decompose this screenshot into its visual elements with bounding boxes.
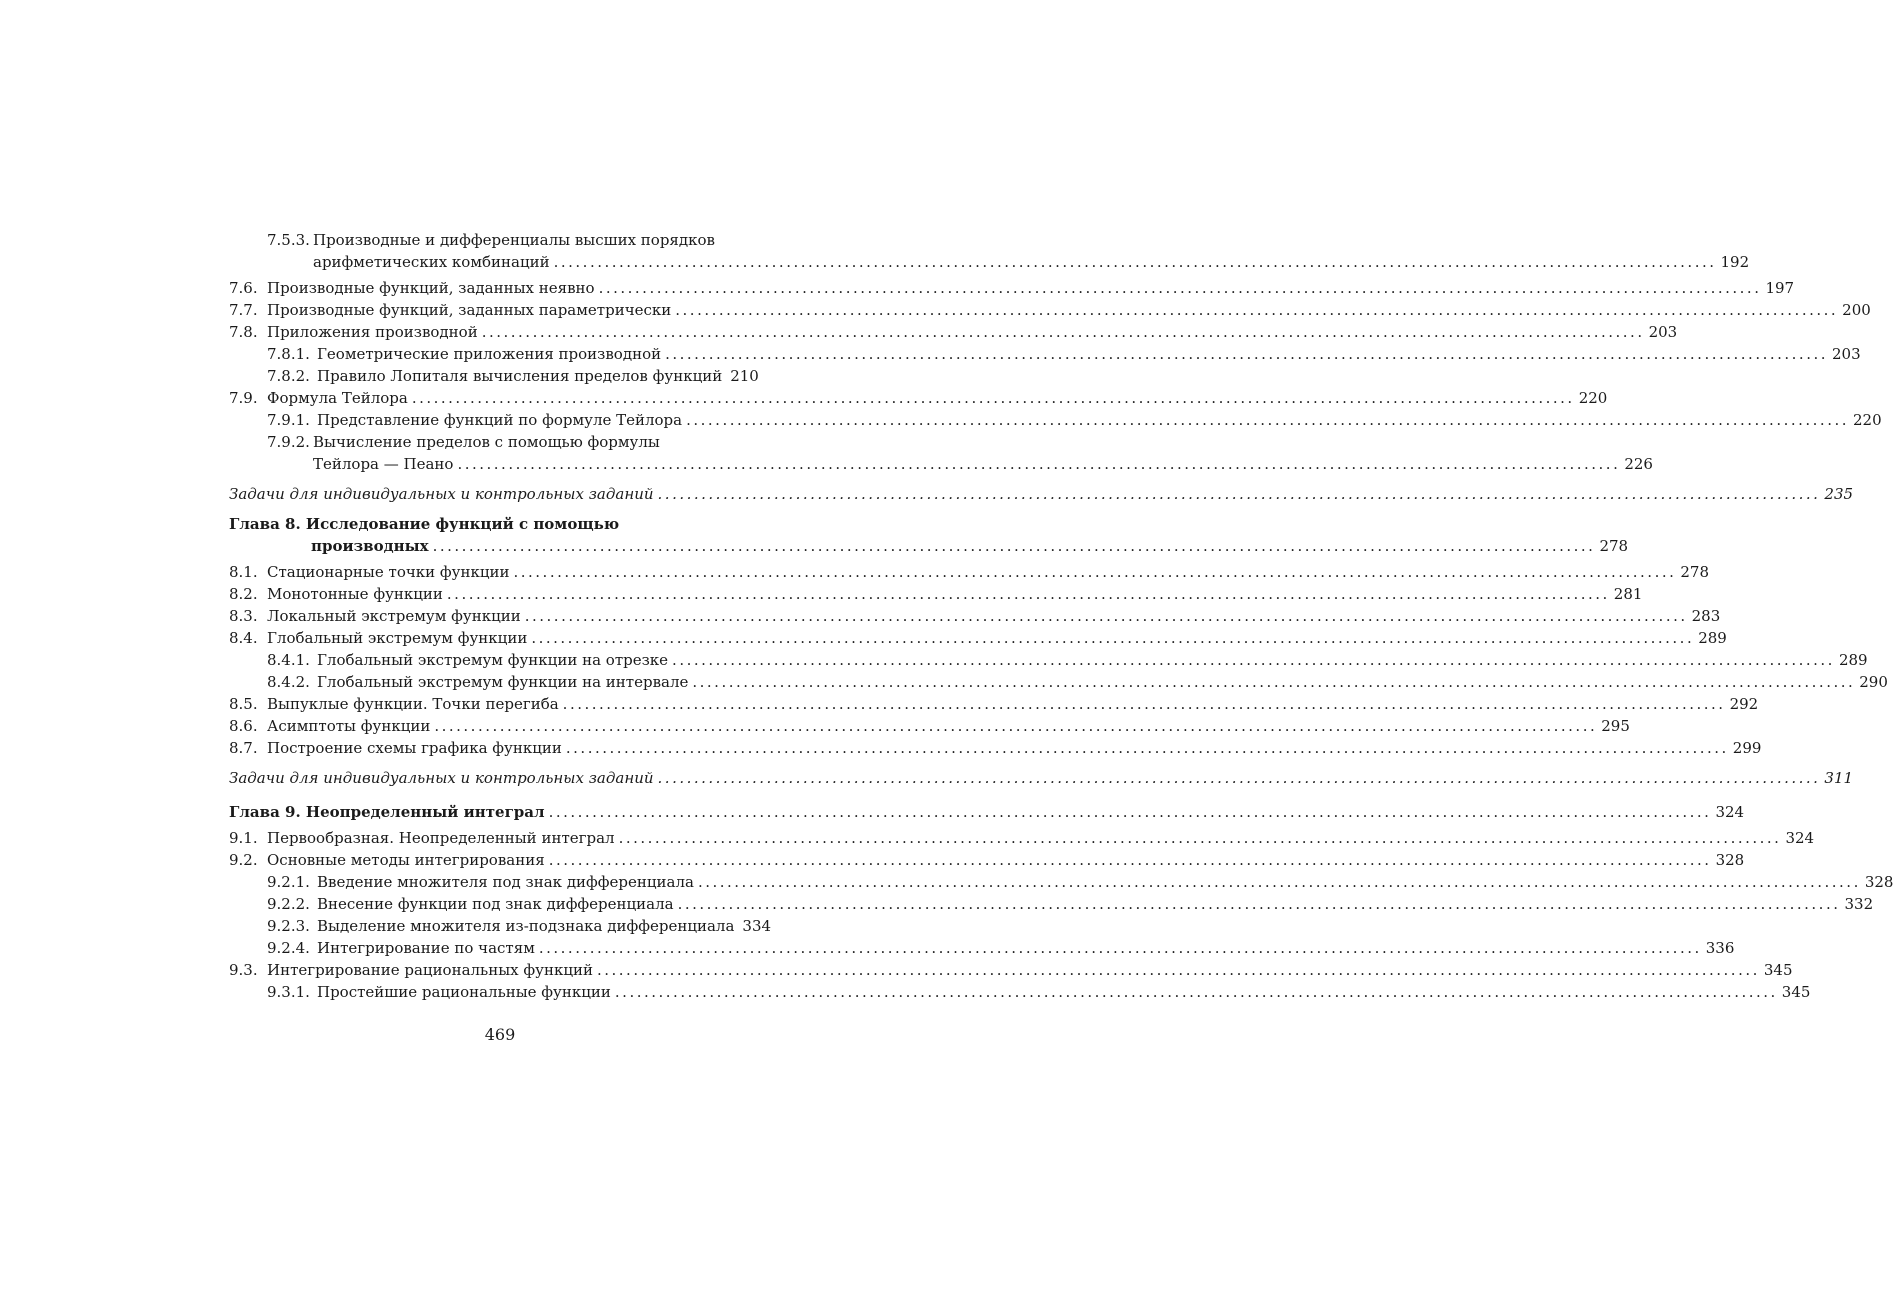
entry-title: Интегрирование рациональных функций [267, 961, 593, 979]
page-ref: 292 [1729, 695, 1759, 713]
table-of-contents [229, 229, 1893, 1003]
dot-leader: ................................................................................................................................................................ [686, 411, 1849, 429]
entry-title: Первообразная. Неопределенный интеграл [267, 829, 615, 847]
dot-leader: ................................................................................................................................................................ [565, 739, 1729, 757]
entry-title: Представление функций по формуле Тейлора [317, 411, 683, 429]
entry-title: Задачи для индивидуальных и контрольных заданий [229, 485, 654, 503]
section-number: 8.2. [229, 585, 258, 603]
page-ref: 328 [1715, 851, 1745, 869]
section-number: 8.4.2. [267, 673, 310, 691]
toc-entry-7-9[interactable] [229, 387, 1608, 409]
section-number: 7.8.1. [267, 345, 310, 363]
page-ref: 281 [1613, 585, 1643, 603]
page-ref: 345 [1763, 961, 1793, 979]
page-ref: 299 [1732, 739, 1762, 757]
page-ref: 203 [1832, 345, 1861, 363]
section-number: 9.2.2. [267, 895, 310, 913]
entry-title: Стационарные точки функции [267, 563, 510, 581]
page-ref: 289 [1698, 629, 1727, 647]
section-number: 7.9. [229, 389, 258, 407]
entry-title: Геометрические приложения производной [317, 345, 662, 363]
chapter-title: производных [311, 537, 429, 555]
entry-title: Монотонные функции [267, 585, 443, 603]
toc-entry-7-6[interactable] [229, 277, 1795, 299]
entry-title: Выделение множителя из-подзнака дифференциала [317, 917, 735, 935]
section-number: 7.9.2. [267, 433, 310, 451]
section-number: 9.2.1. [267, 873, 310, 891]
toc-entry-8-4-2[interactable] [229, 671, 1888, 693]
entry-title: Асимптоты функции [267, 717, 431, 735]
page-ref: 220 [1578, 389, 1608, 407]
toc-entry-tasks-7[interactable] [229, 483, 1854, 505]
section-number: 9.1. [229, 829, 258, 847]
toc-entry-7-9-2-cont[interactable] [229, 453, 1653, 475]
page-ref: 192 [1720, 253, 1750, 271]
dot-leader: ................................................................................................................................................................ [538, 939, 1702, 957]
page-number: 469 [484, 1025, 516, 1044]
toc-entry-tasks-8[interactable] [229, 767, 1854, 789]
page-ref: 220 [1853, 411, 1882, 429]
page-ref: 200 [1842, 301, 1871, 319]
toc-entry-8-4[interactable] [229, 627, 1727, 649]
dot-leader: ................................................................................................................................................................ [432, 537, 1596, 555]
page-ref: 203 [1648, 323, 1678, 341]
dot-leader: ................................................................................................................................................................ [513, 563, 1677, 581]
toc-entry-7-5-3[interactable] [229, 229, 752, 251]
page-ref: 235 [1824, 485, 1854, 503]
entry-title: Локальный экстремум функции [267, 607, 521, 625]
dot-leader: ................................................................................................................................................................ [531, 629, 1695, 647]
chapter-title: Глава 8. Исследование функций с помощью [229, 515, 620, 533]
entry-title: Тейлора — Пеано [313, 455, 454, 473]
entry-title: Выпуклые функции. Точки перегиба [267, 695, 559, 713]
dot-leader: ................................................................................................................................................................ [562, 695, 1726, 713]
entry-title: Глобальный экстремум функции на интервале [317, 673, 689, 691]
dot-leader: ................................................................................................................................................................ [657, 769, 1821, 787]
toc-chapter-8[interactable] [229, 513, 752, 535]
dot-leader: ................................................................................................................................................................ [446, 585, 1610, 603]
dot-leader: ................................................................................................................................................................ [697, 873, 1861, 891]
dot-leader: ................................................................................................................................................................ [457, 455, 1621, 473]
section-number: 7.8.2. [267, 367, 310, 385]
section-number: 7.9.1. [267, 411, 310, 429]
page-ref: 324 [1785, 829, 1815, 847]
toc-entry-8-7[interactable] [229, 737, 1762, 759]
dot-leader: ................................................................................................................................................................ [548, 803, 1712, 821]
section-number: 8.5. [229, 695, 258, 713]
dot-leader: ................................................................................................................................................................ [618, 829, 1782, 847]
dot-leader: ................................................................................................................................................................ [598, 279, 1762, 297]
page-ref: 328 [1864, 873, 1893, 891]
dot-leader: ................................................................................................................................................................ [548, 851, 1712, 869]
toc-entry-8-6[interactable] [229, 715, 1630, 737]
chapter-title: Глава 9. Неопределенный интеграл [229, 803, 545, 821]
page-ref: 336 [1705, 939, 1735, 957]
page-ref: 295 [1601, 717, 1630, 735]
page-ref: 311 [1824, 769, 1854, 787]
page-ref: 290 [1859, 673, 1888, 691]
entry-title: Вычисление пределов с помощью формулы [313, 433, 660, 451]
entry-title: Введение множителя под знак дифференциала [317, 873, 694, 891]
toc-entry-7-8-2[interactable] [229, 365, 759, 387]
toc-chapter-8-cont[interactable] [229, 535, 1629, 557]
toc-entry-7-5-3-cont[interactable] [229, 251, 1750, 273]
entry-title: Приложения производной [267, 323, 478, 341]
toc-entry-9-2[interactable] [229, 849, 1745, 871]
toc-entry-7-9-1[interactable] [229, 409, 1882, 431]
page-ref: 197 [1765, 279, 1795, 297]
toc-entry-8-1[interactable] [229, 561, 1710, 583]
toc-entry-7-8-1[interactable] [229, 343, 1861, 365]
entry-title: Производные функций, заданных неявно [267, 279, 595, 297]
entry-title: Правило Лопиталя вычисления пределов функций [317, 367, 723, 385]
dot-leader: ................................................................................................................................................................ [434, 717, 1598, 735]
toc-entry-7-8[interactable] [229, 321, 1678, 343]
dot-leader: ................................................................................................................................................................ [553, 253, 1717, 271]
entry-title: Построение схемы графика функции [267, 739, 562, 757]
toc-entry-8-5[interactable] [229, 693, 1759, 715]
toc-chapter-9[interactable] [229, 801, 1745, 823]
page-ref: 334 [742, 917, 772, 935]
dot-leader: ................................................................................................................................................................ [692, 673, 1856, 691]
dot-leader: ................................................................................................................................................................ [672, 651, 1835, 669]
toc-entry-9-3[interactable] [229, 959, 1793, 981]
entry-title: Глобальный экстремум функции на отрезке [317, 651, 669, 669]
toc-entry-9-2-4[interactable] [229, 937, 1735, 959]
section-number: 9.2.3. [267, 917, 310, 935]
section-number: 8.4. [229, 629, 258, 647]
dot-leader: ................................................................................................................................................................ [614, 983, 1778, 1001]
entry-title: Простейшие рациональные функции [317, 983, 611, 1001]
page-ref: 278 [1599, 537, 1629, 555]
toc-entry-7-7[interactable] [229, 299, 1871, 321]
toc-entry-9-3-1[interactable] [229, 981, 1811, 1003]
section-number: 9.3.1. [267, 983, 310, 1001]
section-number: 9.2.4. [267, 939, 310, 957]
dot-leader: ................................................................................................................................................................ [657, 485, 1821, 503]
toc-entry-8-3[interactable] [229, 605, 1721, 627]
section-number: 8.3. [229, 607, 258, 625]
section-number: 8.6. [229, 717, 258, 735]
section-number: 8.4.1. [267, 651, 310, 669]
entry-title: Интегрирование по частям [317, 939, 535, 957]
entry-title: Производные функций, заданных параметрически [267, 301, 672, 319]
toc-entry-7-9-2[interactable] [229, 431, 752, 453]
toc-entry-8-4-1[interactable] [229, 649, 1868, 671]
section-number: 8.7. [229, 739, 258, 757]
toc-entry-9-2-2[interactable] [229, 893, 1874, 915]
section-number: 9.3. [229, 961, 258, 979]
section-number: 8.1. [229, 563, 258, 581]
page-ref: 210 [730, 367, 759, 385]
section-number: 9.2. [229, 851, 258, 869]
entry-title: Производные и дифференциалы высших порядков [313, 231, 715, 249]
section-number: 7.8. [229, 323, 258, 341]
page-ref: 278 [1680, 563, 1710, 581]
toc-entry-9-2-1[interactable] [229, 871, 1893, 893]
section-number: 7.6. [229, 279, 258, 297]
section-number: 7.7. [229, 301, 258, 319]
dot-leader: ................................................................................................................................................................ [481, 323, 1645, 341]
toc-entry-8-2[interactable] [229, 583, 1643, 605]
page-ref: 283 [1691, 607, 1721, 625]
entry-title: арифметических комбинаций [313, 253, 550, 271]
toc-entry-9-2-3[interactable] [229, 915, 772, 937]
dot-leader: ................................................................................................................................................................ [665, 345, 1828, 363]
entry-title: Глобальный экстремум функции [267, 629, 528, 647]
dot-leader: ................................................................................................................................................................ [524, 607, 1688, 625]
section-number: 7.5.3. [267, 231, 310, 249]
page-ref: 332 [1844, 895, 1874, 913]
dot-leader: ................................................................................................................................................................ [411, 389, 1575, 407]
entry-title: Формула Тейлора [267, 389, 408, 407]
page-ref: 324 [1715, 803, 1745, 821]
page-ref: 226 [1624, 455, 1653, 473]
toc-entry-9-1[interactable] [229, 827, 1815, 849]
entry-title: Основные методы интегрирования [267, 851, 545, 869]
page-ref: 289 [1838, 651, 1868, 669]
dot-leader: ................................................................................................................................................................ [596, 961, 1760, 979]
entry-title: Внесение функции под знак дифференциала [317, 895, 674, 913]
dot-leader: ................................................................................................................................................................ [677, 895, 1841, 913]
page-ref: 345 [1781, 983, 1811, 1001]
entry-title: Задачи для индивидуальных и контрольных заданий [229, 769, 654, 787]
dot-leader: ................................................................................................................................................................ [675, 301, 1839, 319]
